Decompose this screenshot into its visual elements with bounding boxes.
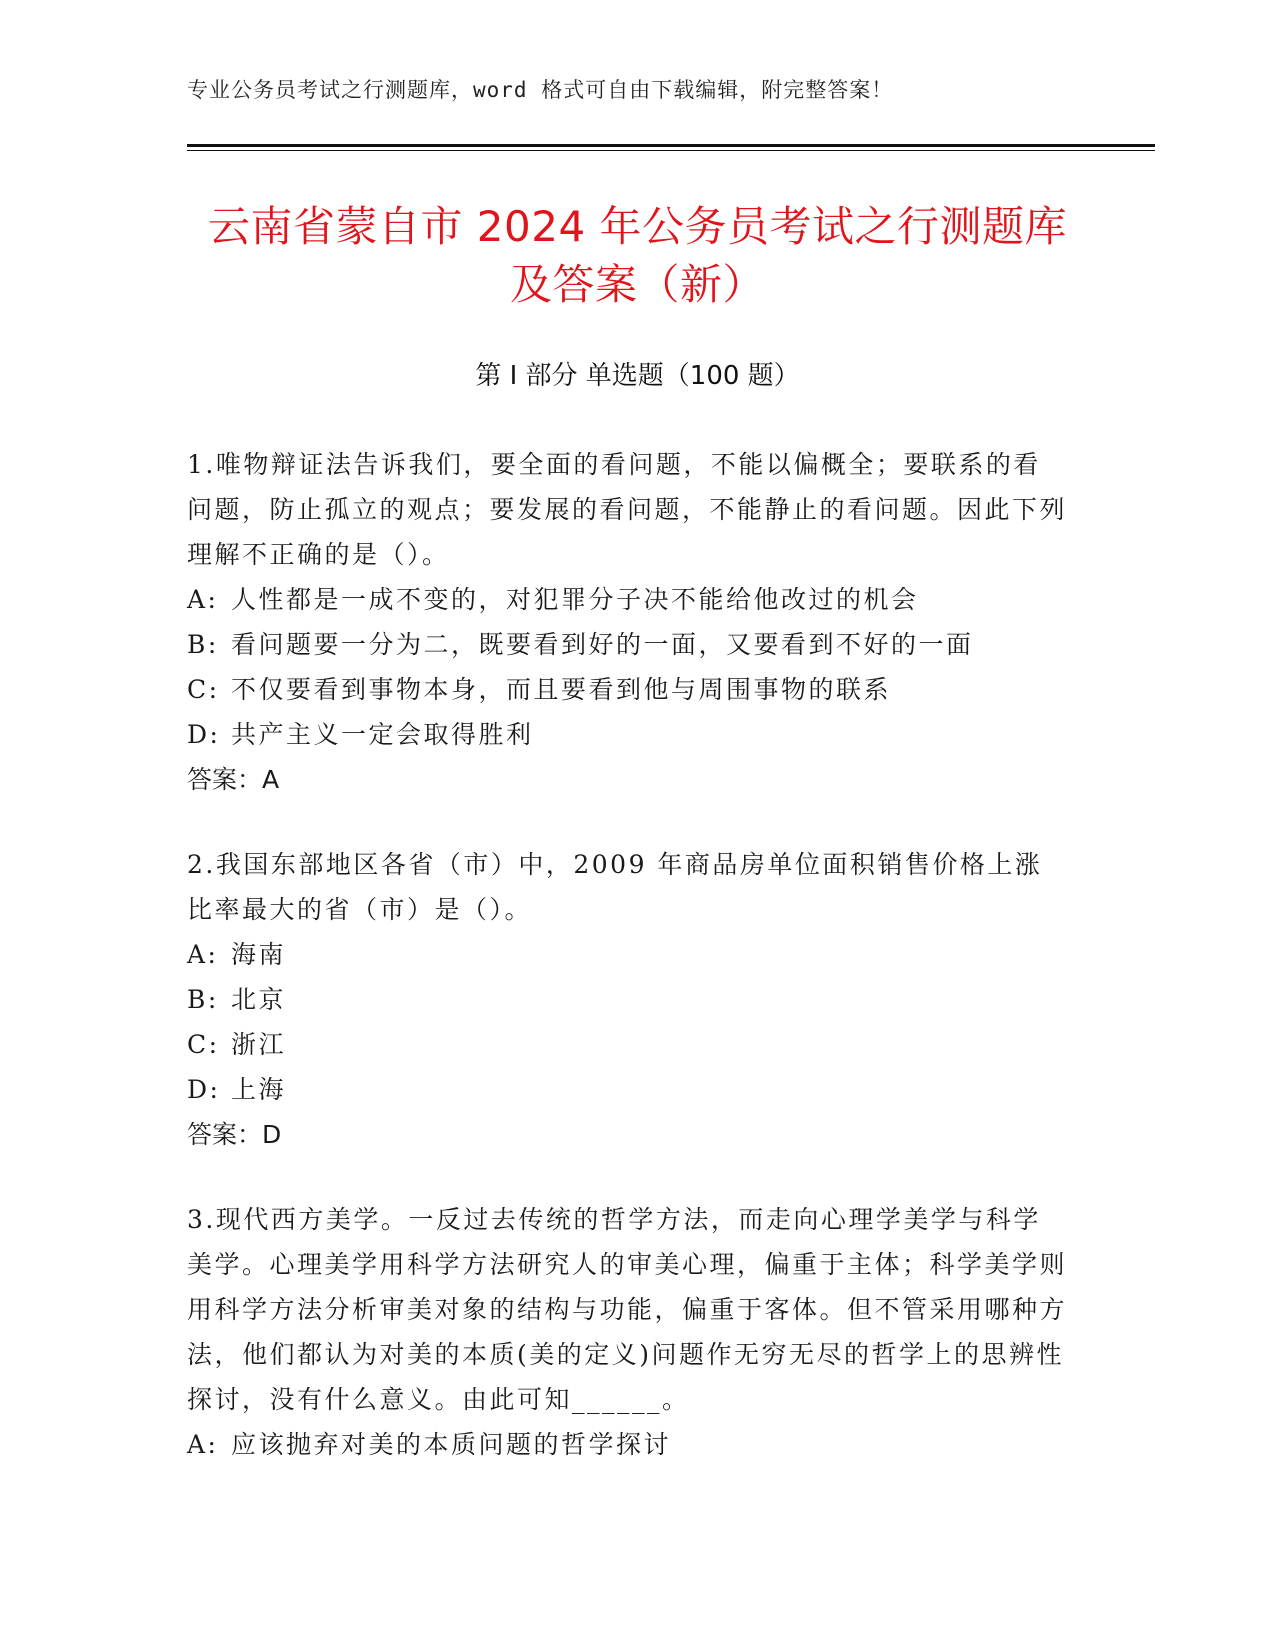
option-letter: A: [187,1430,219,1459]
option-c [187,1022,1067,1067]
question-stem: 2.我国东部地区各省（市）中，2009 年商品房单位面积销售价格上涨比率最大的省（市）是（）。 [187,850,1043,924]
header-rule-thin [187,150,1155,151]
option-text: 应该抛弃对美的本质问题的哲学探讨 [231,1430,672,1459]
option-text: 海南 [231,940,287,969]
option-text: 上海 [231,1075,287,1104]
question-stem: 3.现代西方美学。一反过去传统的哲学方法，而走向心理学美学与科学美学。心理美学用科学方法研究人的审美心理，偏重于主体；科学美学则用科学方法分析审美对象的结构与功能，偏重于客体。但不管采用哪种方法，他们都认为对美的本质(美的定义)问题作无穷无尽的哲学上的思辨性探讨，没有什么意义。由此可知______。 [187,1205,1068,1414]
option-text: 浙江 [231,1030,287,1059]
question-2 [187,842,1067,1157]
answer-prefix: 答案： [187,1120,263,1149]
section-title: 第 I 部分 单选题（100 题） [475,361,800,391]
header-rule-thick [187,144,1155,147]
option-text: 北京 [231,985,287,1014]
document-title-line-1: 云南省蒙自市 2024 年公务员考试之行测题库 [207,202,1068,251]
option-letter: A: [187,585,219,614]
option-d [187,1067,1067,1112]
question-stem: 1.唯物辩证法告诉我们，要全面的看问题，不能以偏概全；要联系的看问题，防止孤立的观点；要发展的看问题，不能静止的看问题。因此下列理解不正确的是（）。 [187,450,1068,569]
option-a [187,932,1067,977]
option-letter: C: [187,675,220,704]
question-1 [187,442,1067,802]
question-3 [187,1197,1067,1467]
option-a [187,1422,1067,1467]
answer-value: A [262,765,280,794]
document-title [150,198,1125,314]
option-b [187,622,1067,667]
option-c [187,667,1067,712]
question-list [187,442,1067,1507]
option-b [187,977,1067,1022]
option-letter: D: [187,720,221,749]
answer-prefix: 答案： [187,765,263,794]
option-letter: B: [187,985,219,1014]
option-text: 人性都是一成不变的，对犯罪分子决不能给他改过的机会 [231,585,919,614]
answer-line [187,757,1067,802]
option-a [187,577,1067,622]
option-letter: C: [187,1030,220,1059]
answer-value: D [262,1120,282,1149]
answer-line [187,1112,1067,1157]
option-text: 看问题要一分为二，既要看到好的一面，又要看到不好的一面 [231,630,974,659]
option-d [187,712,1067,757]
document-title-line-2: 及答案（新） [509,260,765,309]
option-letter: D: [187,1075,221,1104]
option-letter: A: [187,940,219,969]
option-text: 共产主义一定会取得胜利 [231,720,534,749]
option-letter: B: [187,630,219,659]
header-note: 专业公务员考试之行测题库，word 格式可自由下载编辑，附完整答案！ [187,78,894,102]
option-text: 不仅要看到事物本身，而且要看到他与周围事物的联系 [231,675,892,704]
